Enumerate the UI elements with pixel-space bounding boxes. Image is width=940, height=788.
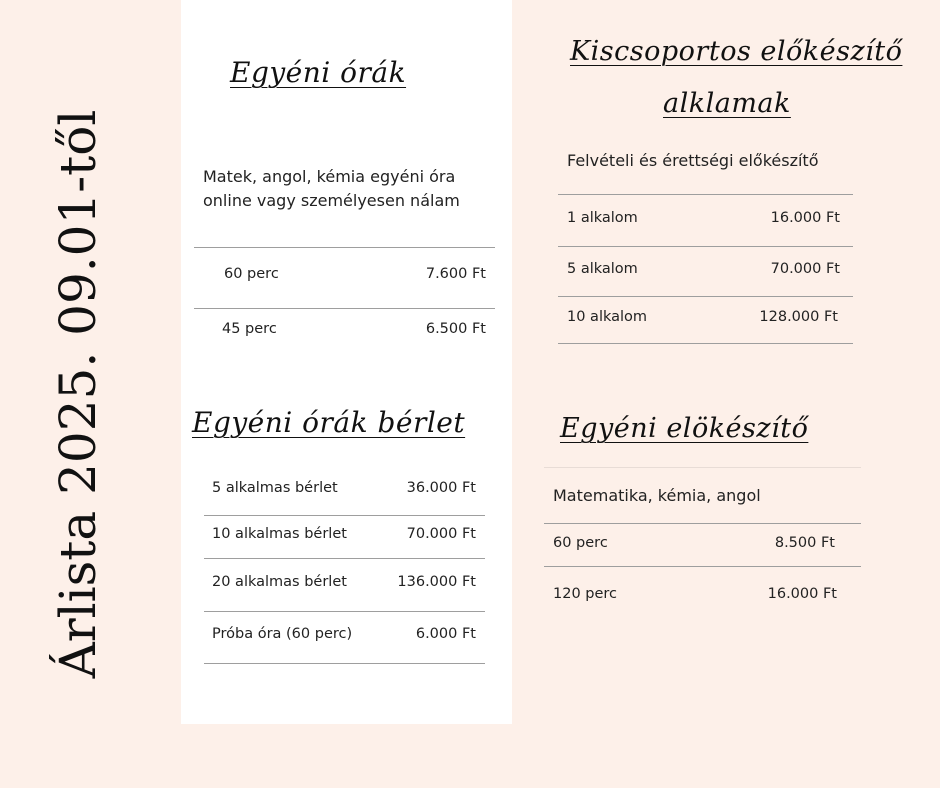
price-row-price: 70.000 Ft [770,261,840,277]
price-row-label: 60 perc [224,266,279,282]
price-row-price: 16.000 Ft [770,210,840,226]
divider [558,246,853,247]
divider [558,343,853,344]
pass-heading: Egyéni órák bérlet [192,406,466,439]
price-row-label: 20 alkalmas bérlet [212,574,347,590]
price-row [553,535,835,551]
divider [544,523,861,524]
group-heading-line1: Kiscsoportos előkészítő [570,36,903,67]
divider [194,247,495,248]
price-row [567,210,840,226]
price-row-price: 7.600 Ft [425,266,486,282]
price-row [212,480,476,496]
group-heading-line2: alklamak [663,88,791,119]
price-row [567,309,838,325]
price-row [553,586,837,602]
price-row-label: 120 perc [553,586,618,602]
prep-heading: Egyéni elökészítő [560,413,809,444]
price-row-price: 128.000 Ft [759,309,838,325]
price-row-price: 6.500 Ft [425,321,486,337]
prep-description: Matematika, kémia, angol [553,486,761,505]
price-row [224,266,486,282]
price-row-label: Próba óra (60 perc) [212,626,353,642]
price-row-price: 16.000 Ft [767,586,837,602]
divider [544,566,861,567]
group-description: Felvételi és érettségi előkészítő [567,151,819,170]
price-row-label: 10 alkalom [567,309,648,325]
price-row-price: 136.000 Ft [397,574,476,590]
divider [558,194,853,195]
price-row [212,574,476,590]
individual-lessons-description: Matek, angol, kémia egyéni óra online vagy személyesen nálam [203,167,460,210]
divider [204,558,485,559]
price-row [222,321,486,337]
price-row-label: 5 alkalmas bérlet [212,480,338,496]
price-row-price: 36.000 Ft [406,480,476,496]
individual-lessons-card [181,0,512,724]
price-row-price: 8.500 Ft [774,535,835,551]
divider [204,611,485,612]
price-row-label: 45 perc [222,321,277,337]
price-row-price: 6.000 Ft [415,626,476,642]
price-row-price: 70.000 Ft [406,526,476,542]
divider [204,663,485,664]
individual-lessons-heading: Egyéni órák [230,56,407,89]
price-row-label: 60 perc [553,535,608,551]
price-row [567,261,840,277]
price-list-title: Árlista 2025. 09.01-től [49,109,107,679]
divider [544,467,861,468]
price-row-label: 1 alkalom [567,210,638,226]
price-row-label: 10 alkalmas bérlet [212,526,347,542]
divider [204,515,485,516]
price-row [212,526,476,542]
price-row-label: 5 alkalom [567,261,638,277]
divider [194,308,495,309]
price-row [212,626,476,642]
divider [558,296,853,297]
